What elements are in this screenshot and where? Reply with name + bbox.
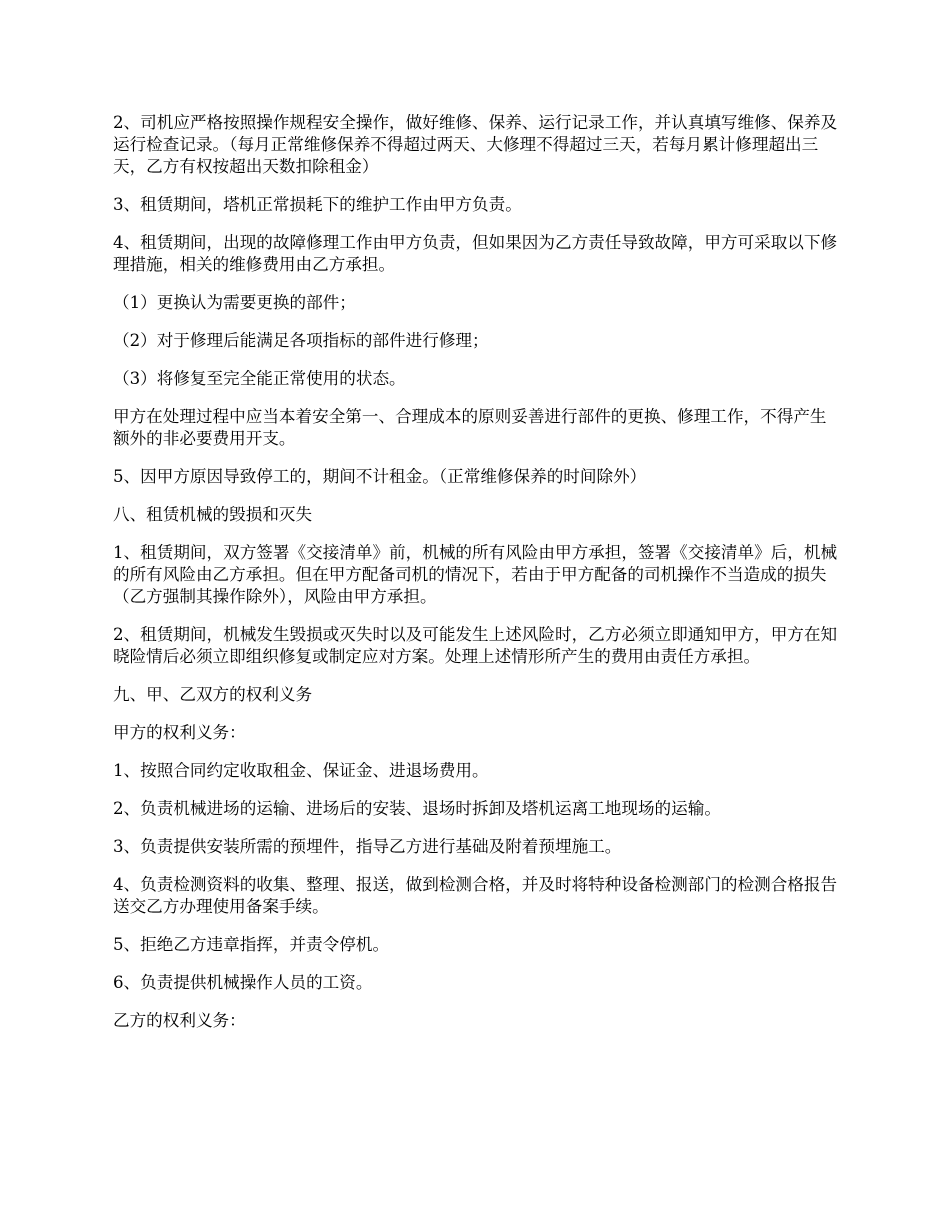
clause-5-stoppage: 5、因甲方原因导致停工的，期间不计租金。（正常维修保养的时间除外） — [113, 467, 647, 486]
party-a-item-1: 1、按照合同约定收取租金、保证金、进退场费用。 — [113, 761, 489, 780]
party-a-item-4: 4、负责检测资料的收集、整理、报送，做到检测合格，并及时将特种设备检测部门的检测合格报告送交乙方办理使用备案手续。 — [113, 875, 838, 916]
document-body — [113, 112, 843, 1048]
section-heading-8: 八、租赁机械的毁损和灭失 — [113, 505, 313, 524]
clause-8-1-risk: 1、租赁期间，双方签署《交接清单》前，机械的所有风险由甲方承担，签署《交接清单》后，机械的所有风险由乙方承担。但在甲方配备司机的情况下，若由于甲方配备的司机操作不当造成的损失（乙方强制其操作除外），风险由甲方承担。 — [113, 543, 838, 606]
clause-4-repair: 4、租赁期间，出现的故障修理工作由甲方负责，但如果因为乙方责任导致故障，甲方可采取以下修理措施，相关的维修费用由乙方承担。 — [113, 233, 838, 274]
clause-8-2-damage: 2、租赁期间，机械发生毁损或灭失时以及可能发生上述风险时，乙方必须立即通知甲方，甲方在知晓险情后必须立即组织修复或制定应对方案。处理上述情形所产生的费用由责任方承担。 — [113, 625, 838, 666]
party-b-heading: 乙方的权利义务： — [113, 1011, 246, 1030]
repair-measure-2: （2）对于修理后能满足各项指标的部件进行修理； — [113, 331, 489, 350]
party-a-item-3: 3、负责提供安装所需的预埋件，指导乙方进行基础及附着预埋施工。 — [113, 837, 622, 856]
repair-measure-3: （3）将修复至完全能正常使用的状态。 — [113, 369, 406, 388]
party-a-item-5: 5、拒绝乙方违章指挥，并责令停机。 — [113, 935, 390, 954]
clause-3-maintenance: 3、租赁期间，塔机正常损耗下的维护工作由甲方负责。 — [113, 195, 522, 214]
repair-measure-1: （1）更换认为需要更换的部件； — [113, 293, 356, 312]
section-heading-9: 九、甲、乙双方的权利义务 — [113, 685, 313, 704]
party-a-heading: 甲方的权利义务： — [113, 723, 246, 742]
clause-2-driver-operation: 2、司机应严格按照操作规程安全操作，做好维修、保养、运行记录工作，并认真填写维修、保养及运行检查记录。（每月正常维修保养不得超过两天、大修理不得超过三天，若每月累计修理超出三天，乙方有权按超出天数扣除租金） — [113, 113, 838, 176]
party-a-item-2: 2、负责机械进场的运输、进场后的安装、退场时拆卸及塔机运离工地现场的运输。 — [113, 799, 721, 818]
repair-principle: 甲方在处理过程中应当本着安全第一、合理成本的原则妥善进行部件的更换、修理工作，不得产生额外的非必要费用开支。 — [113, 407, 827, 448]
party-a-item-6: 6、负责提供机械操作人员的工资。 — [113, 973, 373, 992]
